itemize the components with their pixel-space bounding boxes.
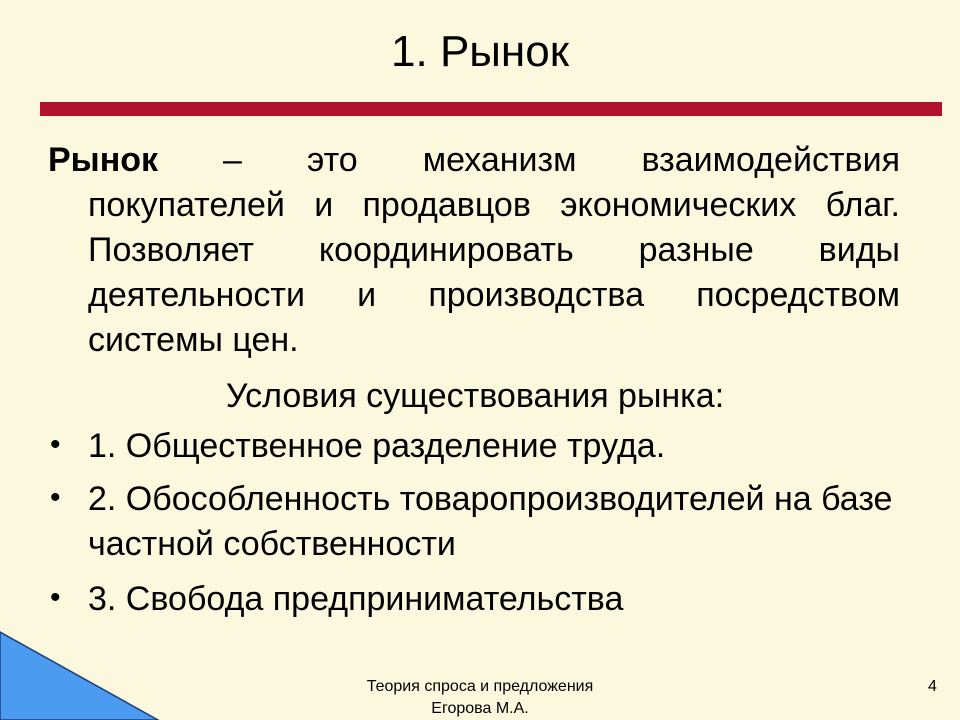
definition-paragraph [48,138,900,363]
footer-course-title: Теория спроса и предложения [366,678,594,695]
definition-line: системы цен. [88,321,299,359]
conditions-list [48,424,908,630]
corner-triangle-shape [0,632,158,720]
list-item [48,424,908,469]
title-divider [40,102,942,116]
list-item-text: 1. Общественное разделение труда. [88,427,666,465]
bullet-dot-icon: • [50,428,61,461]
list-item-text: 2. Обособленность товаропроизводителей на базе частной собственности [88,480,893,563]
definition-term: Рынок [48,141,159,179]
definition-continuation [48,183,900,363]
definition-line: Позволяет координировать разные виды [88,231,900,269]
conditions-heading: Условия существования рынка: [225,377,725,415]
slide-title: 1. Рынок [391,27,569,76]
list-item [48,577,908,622]
bullet-dot-icon: • [50,481,61,514]
footer-author: Егорова М.А. [431,700,529,717]
list-item [48,477,908,567]
definition-first-line [48,138,900,183]
list-item-text: 3. Свобода предпринимательства [88,580,624,618]
page-number: 4 [928,678,937,695]
definition-lead-text: – это механизм взаимодействия [158,141,900,179]
footer [340,676,620,720]
bullet-dot-icon: • [50,581,61,614]
definition-line: деятельности и производства посредством [88,276,900,314]
definition-line: покупателей и продавцов экономических благ. [88,186,900,224]
